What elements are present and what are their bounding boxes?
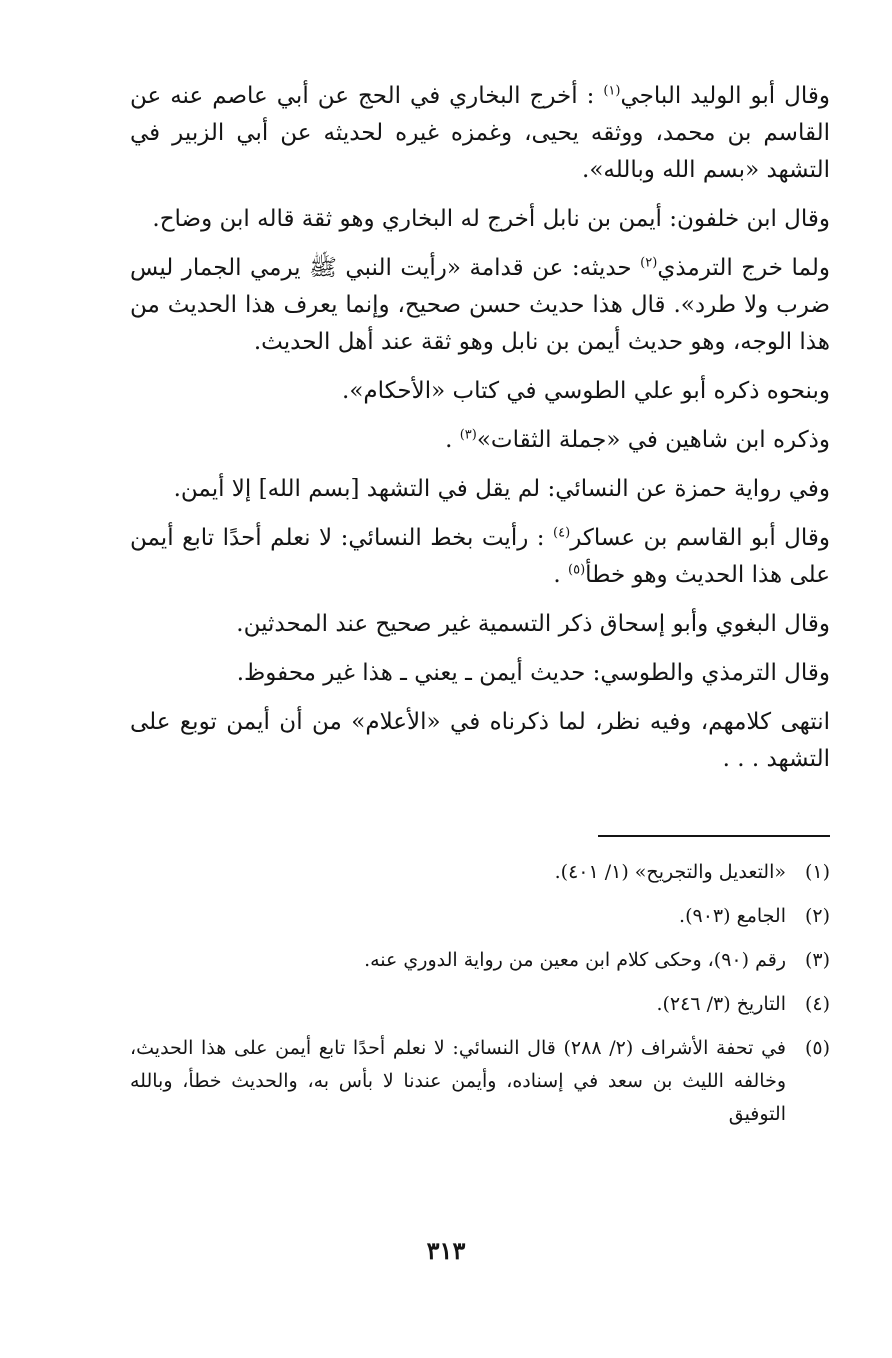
paragraph-baghawi [130, 606, 830, 643]
paragraph-hamza [130, 471, 830, 508]
paragraph-ibn-khalfun [130, 201, 830, 238]
footnote-ref-2[interactable]: (٢) [640, 255, 658, 271]
footnote-number: (٣) [804, 949, 830, 971]
text-span: وقال البغوي وأبو إسحاق ذكر التسمية غير صحيح عند المحدثين. [236, 611, 830, 637]
footnotes [130, 856, 830, 1142]
page-number: ٣١٣ [426, 1236, 466, 1265]
footnote-1 [130, 856, 830, 889]
footnote-ref-3[interactable]: (٣) [459, 427, 477, 443]
footnote-text: في تحفة الأشراف (٢/ ٢٨٨) قال النسائي: لا نعلم أحدًا تابع أيمن على هذا الحديث، وخالفه الليث بن سعد في إسناده، وأيمن عندنا لا بأس به، والحديث خطأ، وبالله التوفيق [130, 1037, 786, 1125]
footnote-number: (٢) [804, 905, 830, 927]
footnote-4 [130, 988, 830, 1021]
text-span: انتهى كلامهم، وفيه نظر، لما ذكرناه في «الأعلام» من أن أيمن توبع على التشهد . . . [130, 709, 830, 772]
paragraph-tusi [130, 373, 830, 410]
text-span: حديثه: عن قدامة «رأيت النبي ﷺ يرمي الجمار ليس ضرب ولا طرد». قال هذا حديث حسن صحيح، وإنما يعرف هذا الحديث من هذا الوجه، وهو حديث أيمن بن نابل وهو ثقة عند أهل الحديث. [130, 255, 830, 355]
footnote-number: (٥) [804, 1037, 830, 1059]
text-span: وقال أبو الوليد الباجي [620, 83, 830, 109]
paragraph-tirmidhi [130, 250, 830, 361]
paragraph-tirmidhi-tusi [130, 655, 830, 692]
footnote-2 [130, 900, 830, 933]
text-span: وقال ابن خلفون: أيمن بن نابل أخرج له البخاري وهو ثقة قاله ابن وضاح. [152, 206, 830, 232]
footnote-number: (٤) [804, 993, 830, 1015]
text-span: وفي رواية حمزة عن النسائي: لم يقل في التشهد [بسم الله] إلا أيمن. [173, 476, 830, 502]
text-span: : أخرج البخاري في الحج عن أبي عاصم عنه عن القاسم بن محمد، ووثقه يحيى، وغمزه غيره لحديثه عن أبي الزبير في التشهد «بسم الله وبالله». [130, 83, 830, 183]
text-span: وقال الترمذي والطوسي: حديث أيمن ـ يعني ـ هذا غير محفوظ. [236, 660, 830, 686]
text-span: . [445, 427, 460, 453]
footnote-number: (١) [804, 861, 830, 883]
footnote-ref-5[interactable]: (٥) [568, 562, 586, 578]
footnote-5 [130, 1032, 830, 1131]
footnote-3 [130, 944, 830, 977]
text-span: : رأيت بخط النسائي: لا نعلم أحدًا تابع أيمن على هذا الحديث وهو خطأ [130, 525, 830, 588]
footnote-ref-4[interactable]: (٤) [553, 525, 571, 541]
text-span: ولما خرج الترمذي [657, 255, 830, 281]
footnote-text: الجامع (٩٠٣). [679, 905, 786, 927]
paragraph-ibn-shahin [130, 422, 830, 459]
footnote-text: «التعديل والتجريح» (١/ ٤٠١). [554, 861, 786, 883]
footnote-text: رقم (٩٠)، وحكى كلام ابن معين من رواية الدوري عنه. [364, 949, 786, 971]
footnote-ref-1[interactable]: (١) [603, 83, 621, 99]
main-text [130, 78, 830, 790]
paragraph-conclusion [130, 704, 830, 778]
text-span: وقال أبو القاسم بن عساكر [570, 525, 831, 551]
paragraph-baji [130, 78, 830, 189]
text-span: وذكره ابن شاهين في «جملة الثقات» [476, 427, 830, 453]
text-span: وبنحوه ذكره أبو علي الطوسي في كتاب «الأحكام». [342, 378, 830, 404]
paragraph-ibn-asakir [130, 520, 830, 594]
text-span: . [553, 562, 568, 588]
footnote-text: التاريخ (٣/ ٢٤٦). [656, 993, 786, 1015]
footnote-separator [598, 835, 830, 837]
